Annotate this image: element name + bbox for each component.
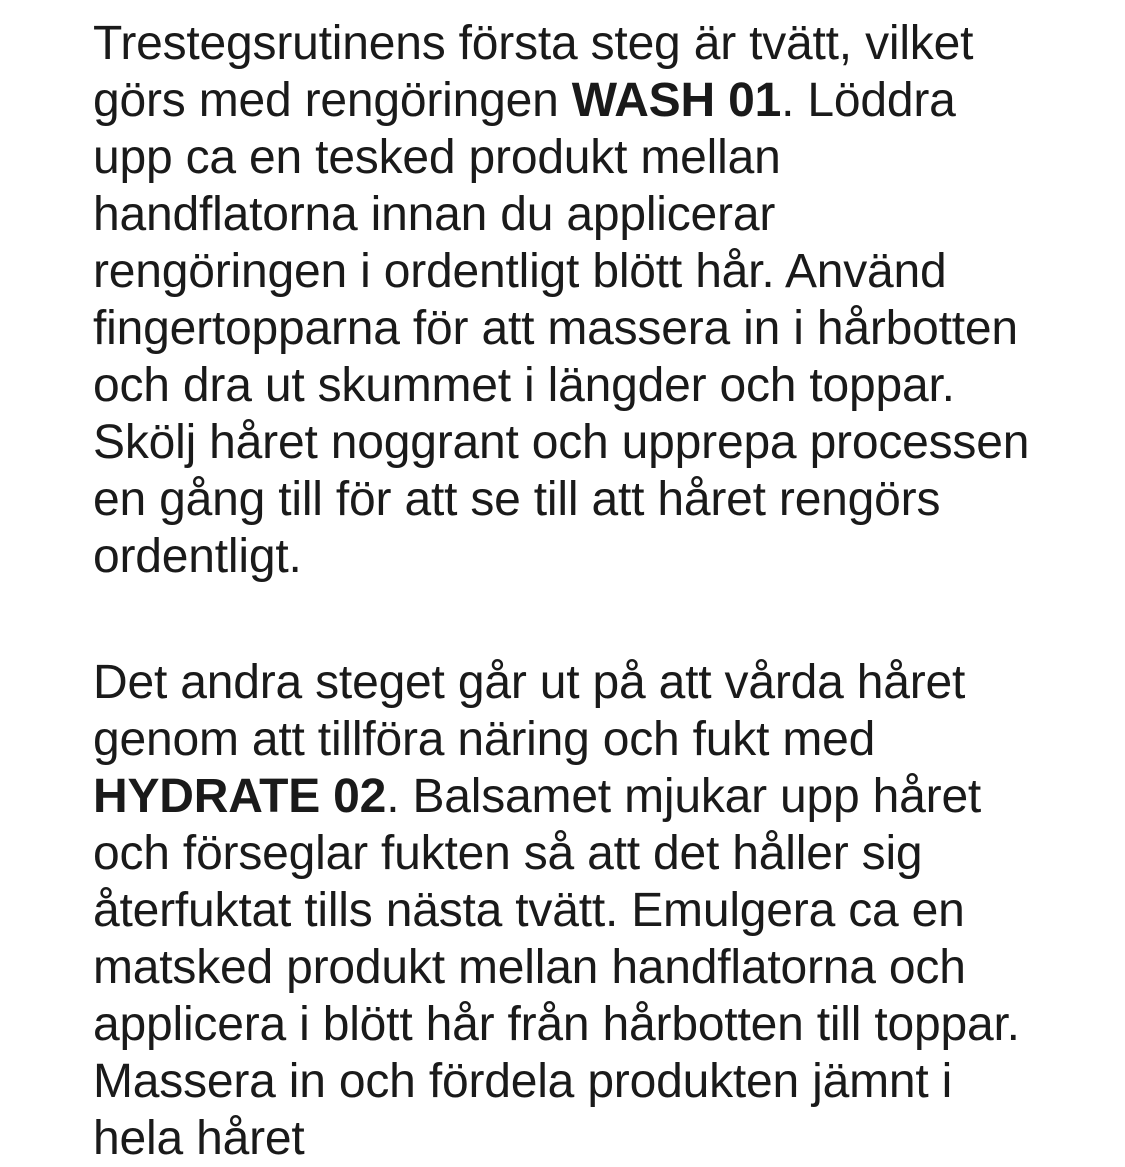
text-segment: applicera i blött hår från hårbotten till toppar.: [93, 998, 1020, 1051]
text-line: [93, 414, 1095, 471]
product-name: HYDRATE 02: [93, 770, 387, 823]
text-line: [93, 768, 1095, 825]
text-line-truncated: [93, 1110, 1095, 1167]
text-line: [93, 528, 1095, 585]
text-segment: ordentligt.: [93, 530, 302, 583]
text-line: [93, 711, 1095, 768]
text-line: [93, 129, 1095, 186]
text-segment: görs med rengöringen: [93, 74, 572, 127]
text-line: [93, 825, 1095, 882]
text-segment: en gång till för att se till att håret rengörs: [93, 473, 941, 526]
text-line: [93, 939, 1095, 996]
text-line: [93, 15, 1095, 72]
text-segment: återfuktat tills nästa tvätt. Emulgera ca en: [93, 884, 965, 937]
text-line: [93, 471, 1095, 528]
text-segment: och förseglar fukten så att det håller sig: [93, 827, 923, 880]
text-segment: Det andra steget går ut på att vårda håret: [93, 656, 966, 709]
text-segment: rengöringen i ordentligt blött hår. Använd: [93, 245, 947, 298]
text-segment: genom att tillföra näring och fukt med: [93, 713, 876, 766]
text-segment: . Löddra: [781, 74, 956, 127]
text-line: [93, 300, 1095, 357]
text-segment: Skölj håret noggrant och upprepa processen: [93, 416, 1030, 469]
product-name: WASH 01: [571, 74, 782, 127]
text-line: [93, 882, 1095, 939]
text-line: [93, 72, 1095, 129]
text-segment: hela håret: [93, 1112, 305, 1165]
paragraph-step-2-hydrate: [93, 654, 1095, 1167]
text-segment: Massera in och fördela produkten jämnt i: [93, 1055, 953, 1108]
text-line: [93, 1053, 1095, 1110]
paragraph-step-1-wash: [93, 15, 1095, 585]
text-segment: . Balsamet mjukar upp håret: [386, 770, 982, 823]
article-body: [93, 15, 1095, 1167]
text-segment: upp ca en tesked produkt mellan: [93, 131, 781, 184]
text-line: [93, 357, 1095, 414]
text-line: [93, 186, 1095, 243]
text-segment: handflatorna innan du applicerar: [93, 188, 776, 241]
text-line: [93, 996, 1095, 1053]
text-segment: matsked produkt mellan handflatorna och: [93, 941, 966, 994]
text-segment: fingertopparna för att massera in i hårbotten: [93, 302, 1018, 355]
text-segment: Trestegsrutinens första steg är tvätt, vilket: [93, 17, 974, 70]
text-line: [93, 243, 1095, 300]
text-line: [93, 654, 1095, 711]
text-segment: och dra ut skummet i längder och toppar.: [93, 359, 955, 412]
